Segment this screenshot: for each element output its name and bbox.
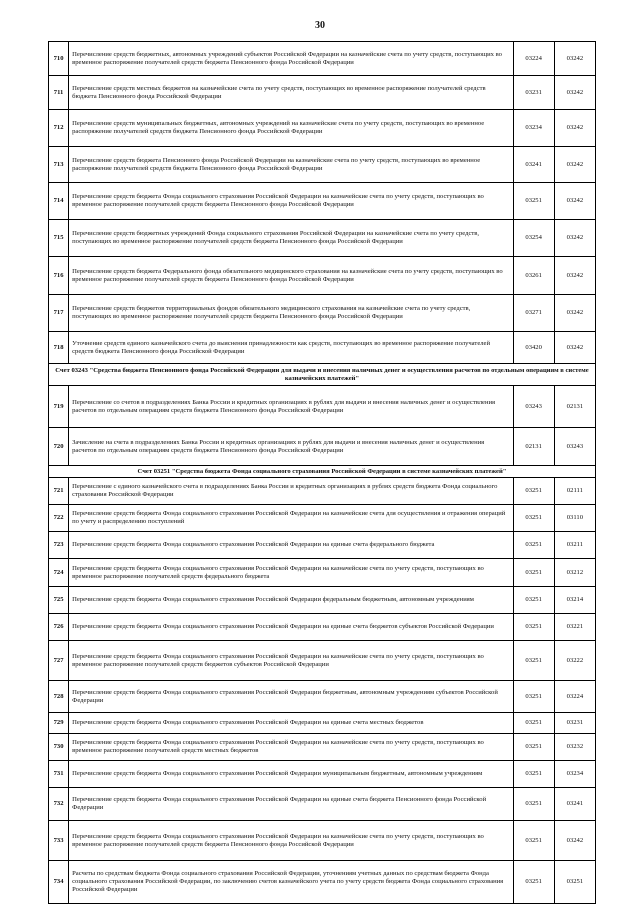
table-row (49, 428, 596, 466)
row-number: 713 (49, 147, 69, 183)
section-header: Счет 03243 "Средства бюджета Пенсионного фонда Российской Федерации для выдачи и внесения наличных денег и осуществления расчетов по отдельным операциям в системе казначейских платежей" (49, 364, 596, 386)
row-number: 726 (49, 614, 69, 641)
debit-account: 03251 (513, 641, 554, 681)
debit-account: 03271 (513, 295, 554, 332)
row-number: 715 (49, 220, 69, 257)
debit-account: 03251 (513, 505, 554, 532)
row-number: 718 (49, 332, 69, 364)
debit-account: 03254 (513, 220, 554, 257)
table-row (49, 861, 596, 904)
table-row (49, 42, 596, 76)
table-row (49, 332, 596, 364)
row-description: Перечисление средств бюджета Фонда социального страхования Российской Федерации муниципальным бюджетным, автономным учреждениям (69, 761, 513, 788)
row-description: Перечисление средств бюджета Фонда социального страхования Российской Федерации на единые счета местных бюджетов (69, 713, 513, 734)
row-number: 724 (49, 559, 69, 587)
row-description: Перечисление средств бюджета Фонда социального страхования Российской Федерации бюджетным, автономным учреждениям субъектов Российской Федерации (69, 681, 513, 713)
credit-account: 03224 (554, 681, 595, 713)
row-number: 717 (49, 295, 69, 332)
credit-account: 02111 (554, 478, 595, 505)
table-row (49, 788, 596, 821)
row-number: 732 (49, 788, 69, 821)
row-description: Перечисление средств бюджета Фонда социального страхования Российской Федерации на единые счета федерального бюджета (69, 532, 513, 559)
table-row (49, 147, 596, 183)
credit-account: 03241 (554, 788, 595, 821)
section-header: Счет 03251 "Средства бюджета Фонда социального страхования Российской Федерации в системе казначейских платежей" (49, 466, 596, 478)
row-description: Перечисление со счетов в подразделениях Банка России и кредитных организациях в рублях для выдачи и внесения наличных денег и осуществления расчетов по отдельным операциям средств бюджета Пенсионного фонда Российской Федерации (69, 386, 513, 428)
credit-account: 02131 (554, 386, 595, 428)
row-description: Перечисление средств бюджета Фонда социального страхования Российской Федерации на единые счета бюджетов субъектов Российской Федерации (69, 614, 513, 641)
debit-account: 03261 (513, 257, 554, 295)
row-description: Перечисление средств бюджета Фонда социального страхования Российской Федерации федеральным бюджетным, автономным учреждениям (69, 587, 513, 614)
debit-account: 03251 (513, 734, 554, 761)
credit-account: 03243 (554, 428, 595, 466)
debit-account: 03251 (513, 532, 554, 559)
credit-account: 03242 (554, 332, 595, 364)
debit-account: 03224 (513, 42, 554, 76)
debit-account: 03251 (513, 761, 554, 788)
table-row (49, 257, 596, 295)
credit-account: 03242 (554, 821, 595, 861)
table-row (49, 532, 596, 559)
row-description: Перечисление средств местных бюджетов на казначейские счета по учету средств, поступающих во временное распоряжение получателей средств бюджета Пенсионного фонда Российской Федерации (69, 76, 513, 110)
row-description: Перечисление средств бюджетных учреждений Фонда социального страхования Российской Федерации на казначейские счета по учету средств, поступающих во временное распоряжение получателей средств бюджета Пенсионного фонда Российской Федерации (69, 220, 513, 257)
debit-account: 03234 (513, 110, 554, 147)
row-description: Расчеты по средствам бюджета Фонда социального страхования Российской Федерации, уточнениям учетных данных по средствам бюджета Фонда социального страхования Российской Федерации, по заключению счетов казначейского учета по учету средств бюджета Фонда социального страхования Российской Федерации (69, 861, 513, 904)
row-description: Перечисление с единого казначейского счета в подразделениях Банка России и кредитных организациях в рублях средств бюджета Фонда социального страхования Российской Федерации (69, 478, 513, 505)
page-number: 30 (315, 20, 325, 31)
debit-account: 03251 (513, 478, 554, 505)
row-number: 731 (49, 761, 69, 788)
row-number: 720 (49, 428, 69, 466)
row-number: 714 (49, 183, 69, 220)
table-row (49, 478, 596, 505)
row-description: Перечисление средств бюджета Фонда социального страхования Российской Федерации на казначейские счета по учету средств, поступающих во временное распоряжение получателей средств бюджета Пенсионного фонда Российской Федерации (69, 821, 513, 861)
table-row (49, 587, 596, 614)
row-description: Перечисление средств бюджета Фонда социального страхования Российской Федерации на казначейские счета по учету средств, поступающих во временное распоряжение получателей средств бюджетов субъектов Российской Федерации (69, 641, 513, 681)
row-number: 712 (49, 110, 69, 147)
row-description: Перечисление средств бюджетных, автономных учреждений субъектов Российской Федерации на казначейские счета по учету средств, поступающих во временное распоряжение получателей средств бюджета Пенсионного фонда Российской Федерации (69, 42, 513, 76)
row-number: 722 (49, 505, 69, 532)
row-number: 710 (49, 42, 69, 76)
row-description: Перечисление средств бюджета Фонда социального страхования Российской Федерации на казначейские счета по учету средств, поступающих во временное распоряжение получателей средств федерального бюджета (69, 559, 513, 587)
table-row (49, 505, 596, 532)
row-description: Перечисление средств бюджета Фонда социального страхования Российской Федерации на единые счета бюджета Пенсионного фонда Российской Федерации (69, 788, 513, 821)
table-row (49, 681, 596, 713)
debit-account: 03243 (513, 386, 554, 428)
row-number: 711 (49, 76, 69, 110)
section-header-row (49, 364, 596, 386)
row-description: Перечисление средств бюджета Фонда социального страхования Российской Федерации на казначейские счета по учету средств, поступающих во временное распоряжение получателей средств бюджета Пенсионного фонда Российской Федерации (69, 183, 513, 220)
table-row (49, 110, 596, 147)
debit-account: 03251 (513, 861, 554, 904)
credit-account: 03242 (554, 42, 595, 76)
credit-account: 03232 (554, 734, 595, 761)
row-number: 719 (49, 386, 69, 428)
row-number: 729 (49, 713, 69, 734)
credit-account: 03110 (554, 505, 595, 532)
row-description: Перечисление средств бюджета Пенсионного фонда Российской Федерации на казначейские счета по учету средств, поступающих во временное распоряжение получателей средств бюджета Пенсионного фонда Российской Федерации (69, 147, 513, 183)
credit-account: 03214 (554, 587, 595, 614)
row-description: Зачисление на счета в подразделениях Банка России и кредитных организациях в рублях для выдачи и внесения наличных денег и осуществления расчетов по отдельным операциям средств бюджета Пенсионного фонда Российской Федерации (69, 428, 513, 466)
credit-account: 03221 (554, 614, 595, 641)
credit-account: 03251 (554, 861, 595, 904)
credit-account: 03231 (554, 713, 595, 734)
row-number: 725 (49, 587, 69, 614)
ledger-table (48, 41, 596, 904)
table-row (49, 821, 596, 861)
table-row (49, 220, 596, 257)
table-row (49, 761, 596, 788)
table-row (49, 386, 596, 428)
debit-account: 03241 (513, 147, 554, 183)
credit-account: 03242 (554, 147, 595, 183)
credit-account: 03242 (554, 257, 595, 295)
credit-account: 03211 (554, 532, 595, 559)
debit-account: 03251 (513, 183, 554, 220)
row-description: Перечисление средств бюджета Федерального фонда обязательного медицинского страхования на казначейские счета по учету средств, поступающих во временное распоряжение получателей средств бюджета Пенсионного фонда Российской Федерации (69, 257, 513, 295)
row-number: 723 (49, 532, 69, 559)
credit-account: 03242 (554, 295, 595, 332)
row-description: Перечисление средств муниципальных бюджетных, автономных учреждений на казначейские счета по учету средств, поступающих во временное распоряжение получателей средств бюджета Пенсионного фонда Российской Федерации (69, 110, 513, 147)
table-row (49, 713, 596, 734)
table-row (49, 641, 596, 681)
table-row (49, 614, 596, 641)
debit-account: 03251 (513, 614, 554, 641)
credit-account: 03222 (554, 641, 595, 681)
row-number: 734 (49, 861, 69, 904)
row-number: 728 (49, 681, 69, 713)
section-header-row (49, 466, 596, 478)
debit-account: 02131 (513, 428, 554, 466)
table-row (49, 76, 596, 110)
credit-account: 03242 (554, 220, 595, 257)
credit-account: 03234 (554, 761, 595, 788)
credit-account: 03242 (554, 183, 595, 220)
debit-account: 03251 (513, 587, 554, 614)
row-description: Уточнение средств единого казначейского счета до выяснения принадлежности как средств, поступающих во временное распоряжение получателей средств бюджета Пенсионного фонда Российской Федерации (69, 332, 513, 364)
credit-account: 03242 (554, 76, 595, 110)
credit-account: 03212 (554, 559, 595, 587)
debit-account: 03251 (513, 821, 554, 861)
table-row (49, 295, 596, 332)
row-number: 716 (49, 257, 69, 295)
row-description: Перечисление средств бюджета Фонда социального страхования Российской Федерации на казначейские счета по учету средств, поступающих во временное распоряжение получателей средств местных бюджетов (69, 734, 513, 761)
row-number: 733 (49, 821, 69, 861)
row-description: Перечисление средств бюджетов территориальных фондов обязательного медицинского страхования на казначейские счета по учету средств, поступающих во временное распоряжение получателей средств бюджета Пенсионного фонда Российской Федерации (69, 295, 513, 332)
debit-account: 03420 (513, 332, 554, 364)
debit-account: 03251 (513, 713, 554, 734)
table-row (49, 559, 596, 587)
debit-account: 03251 (513, 788, 554, 821)
row-number: 727 (49, 641, 69, 681)
table-row (49, 734, 596, 761)
row-number: 721 (49, 478, 69, 505)
row-number: 730 (49, 734, 69, 761)
table-row (49, 183, 596, 220)
debit-account: 03231 (513, 76, 554, 110)
credit-account: 03242 (554, 110, 595, 147)
debit-account: 03251 (513, 559, 554, 587)
debit-account: 03251 (513, 681, 554, 713)
row-description: Перечисление средств бюджета Фонда социального страхования Российской Федерации на казначейские счета для осуществления и отражения операций по учету и распределению поступлений (69, 505, 513, 532)
